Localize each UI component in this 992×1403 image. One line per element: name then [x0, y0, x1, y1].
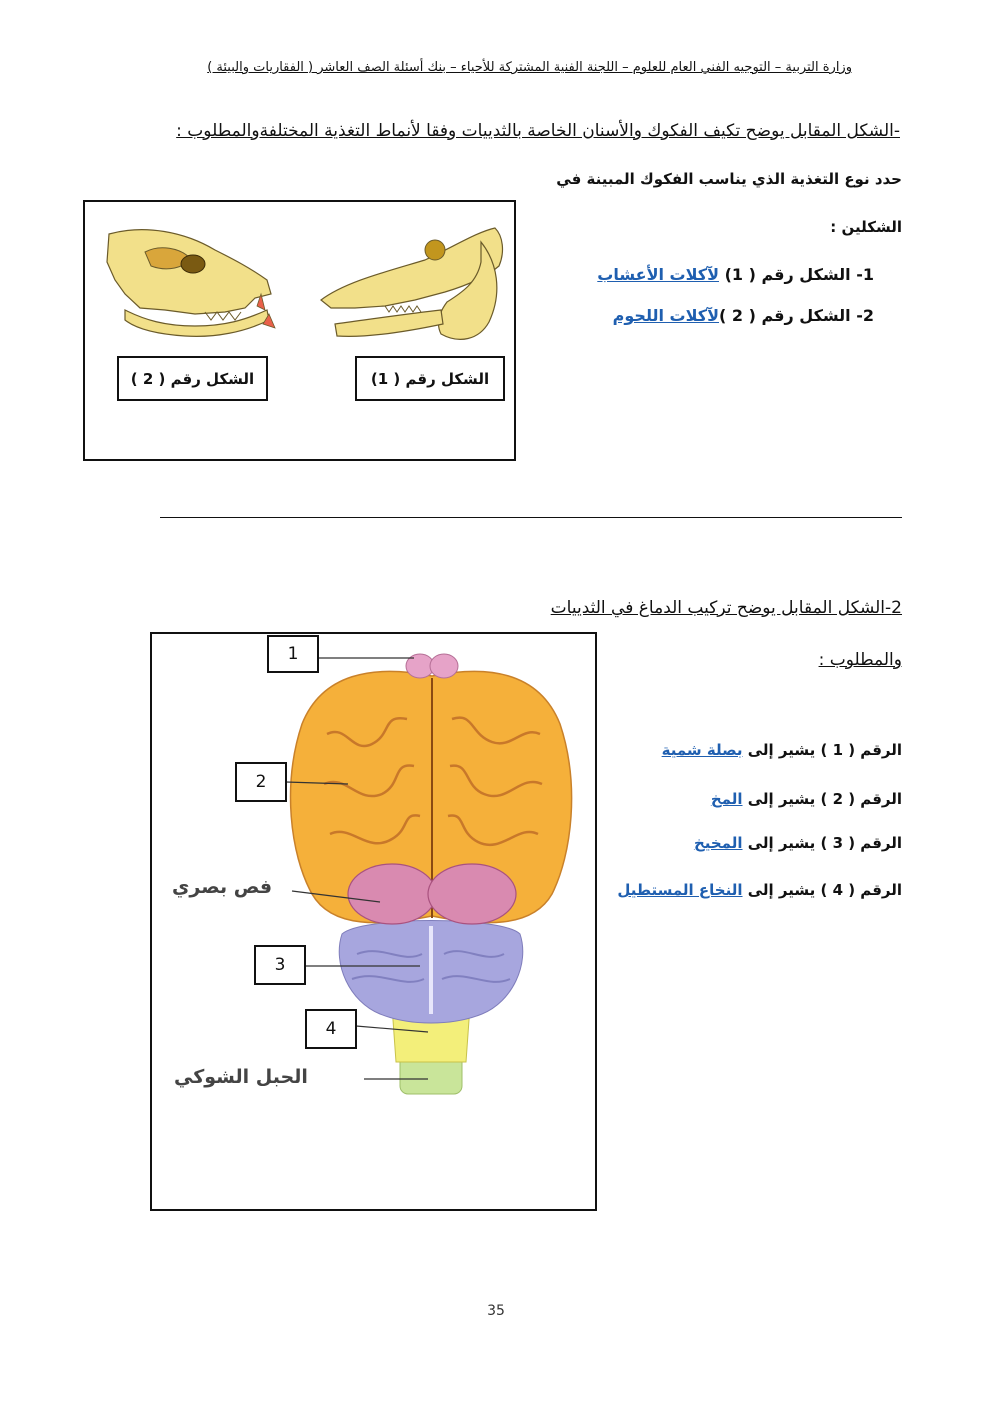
document-header: وزارة التربية – التوجيه الفني العام للعلوم – اللجنة الفنية المشتركة للأحياء – بنك أسئلة الصف العاشر ( الفقاريات والبيئة )	[207, 60, 852, 75]
optic-lobe-label: فص بصري	[172, 876, 273, 898]
answer-text: المخيخ	[693, 834, 743, 852]
figure-1-label: الشكل رقم ( 1)	[355, 356, 505, 401]
question2-required: والمطلوب :	[818, 650, 902, 670]
question2-answer-1	[662, 741, 902, 759]
answer-prefix: الرقم ( 1 ) يشير إلى	[742, 741, 902, 759]
brain-drawing	[152, 634, 595, 1209]
answer-prefix: 2- الشكل رقم ( 2 )	[719, 306, 874, 325]
question2-answer-4	[617, 881, 902, 899]
brain-label-4: 4	[305, 1009, 357, 1049]
answer-prefix: الرقم ( 3 ) يشير إلى	[742, 834, 902, 852]
skull-drawings	[85, 202, 514, 459]
answer-prefix: الرقم ( 4 ) يشير إلى	[742, 881, 902, 899]
page-number: 35	[487, 1303, 505, 1319]
answer-prefix: 1- الشكل رقم ( 1)	[719, 265, 874, 284]
question2-answer-3	[694, 834, 902, 852]
brain-figure	[150, 632, 597, 1211]
brain-label-1: 1	[267, 635, 319, 673]
brain-label-2: 2	[235, 762, 287, 802]
spinal-cord-label: الحبل الشوكي	[174, 1066, 308, 1088]
question1-title: -الشكل المقابل يوضح تكيف الفكوك والأسنان الخاصة بالثدييات وفقا لأنماط التغذية المختلفةوالمطلوب :	[176, 121, 900, 141]
question1-prompt: حدد نوع التغذية الذي يناسب الفكوك المبينة في	[556, 170, 902, 188]
figure-2-label: الشكل رقم ( 2 )	[117, 356, 268, 401]
optic-lobe-shape	[348, 864, 436, 924]
answer-text: المخ	[710, 790, 743, 808]
answer-text: لآكلات الأعشاب	[597, 265, 719, 284]
brain-label-3: 3	[254, 945, 306, 985]
answer-prefix: الرقم ( 2 ) يشير إلى	[742, 790, 902, 808]
answer-text: لآكلات اللحوم	[612, 306, 719, 325]
skulls-figure	[83, 200, 516, 461]
question2-answer-2	[711, 790, 902, 808]
carnivore-skull	[107, 230, 275, 337]
section-divider	[160, 517, 902, 518]
question1-prompt-continued: الشكلين :	[830, 218, 902, 236]
herbivore-skull	[321, 228, 502, 339]
question2-title: 2-الشكل المقابل يوضح تركيب الدماغ في الثدييات	[550, 598, 902, 618]
question1-answer-2	[613, 306, 874, 325]
question1-answer-1	[597, 265, 874, 284]
answer-text: بصلة شمية	[661, 741, 743, 759]
answer-text: النخاع المستطيل	[617, 881, 743, 899]
